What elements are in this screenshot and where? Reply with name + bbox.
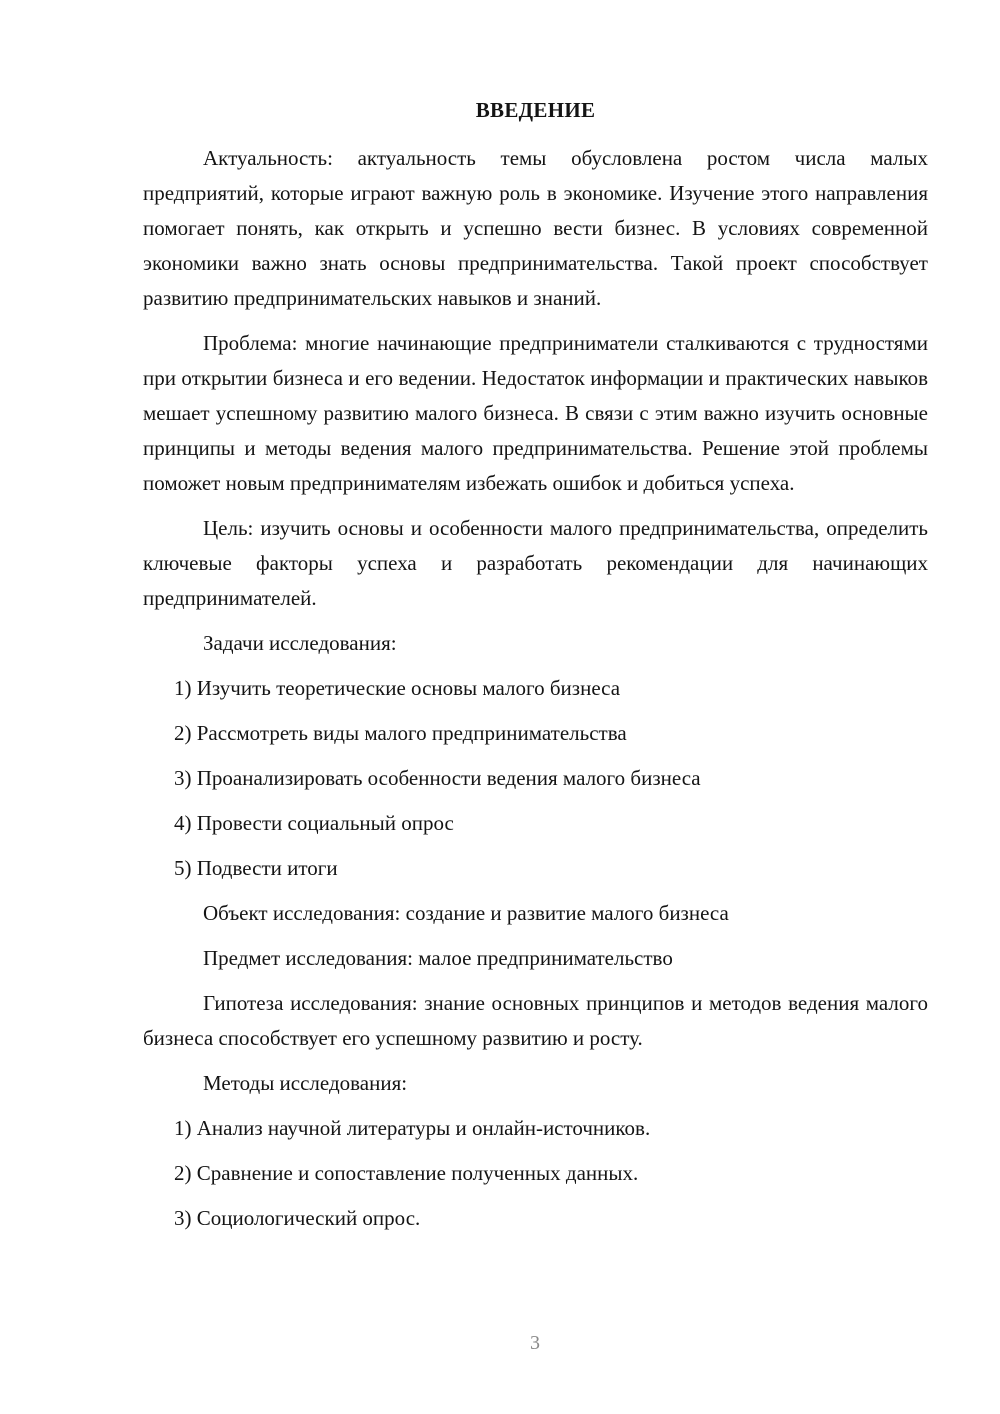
method-item: 2) Сравнение и сопоставление полученных данных. xyxy=(174,1161,639,1185)
methods-heading: Методы исследования: xyxy=(203,1071,408,1095)
task-item: 4) Провести социальный опрос xyxy=(174,811,454,835)
goal-paragraph: Цель: изучить основы и особенности малого предпринимательства, определить ключевые факторы успеха и разработать рекомендации для начинающих предпринимателей. xyxy=(143,516,928,610)
method-item: 3) Социологический опрос. xyxy=(174,1206,421,1230)
task-item: 5) Подвести итоги xyxy=(174,856,338,880)
research-subject: Предмет исследования: малое предпринимательство xyxy=(203,946,673,970)
page-number: 3 xyxy=(530,1332,540,1354)
method-item: 1) Анализ научной литературы и онлайн-источников. xyxy=(174,1116,651,1140)
problem-paragraph: Проблема: многие начинающие предприниматели сталкиваются с трудностями при открытии бизнеса и его ведении. Недостаток информации и практических навыков мешает успешному развитию малого бизнеса. В связи с этим важно изучить основные принципы и методы ведения малого предпринимательства. Решение этой проблемы поможет новым предпринимателям избежать ошибок и добиться успеха. xyxy=(143,331,928,495)
relevance-paragraph: Актуальность: актуальность темы обусловлена ростом числа малых предприятий, которые играют важную роль в экономике. Изучение этого направления помогает понять, как открыть и успешно вести бизнес. В условиях современной экономики важно знать основы предпринимательства. Такой проект способствует развитию предпринимательских навыков и знаний. xyxy=(143,146,928,310)
research-object: Объект исследования: создание и развитие малого бизнеса xyxy=(203,901,729,925)
document-body xyxy=(143,141,928,1246)
tasks-heading: Задачи исследования: xyxy=(203,631,397,655)
hypothesis-paragraph: Гипотеза исследования: знание основных принципов и методов ведения малого бизнеса способствует его успешному развитию и росту. xyxy=(143,991,928,1050)
page-title: ВВЕДЕНИЕ xyxy=(475,98,596,122)
task-item: 2) Рассмотреть виды малого предпринимательства xyxy=(174,721,627,745)
task-item: 1) Изучить теоретические основы малого бизнеса xyxy=(174,676,621,700)
task-item: 3) Проанализировать особенности ведения малого бизнеса xyxy=(174,766,701,790)
